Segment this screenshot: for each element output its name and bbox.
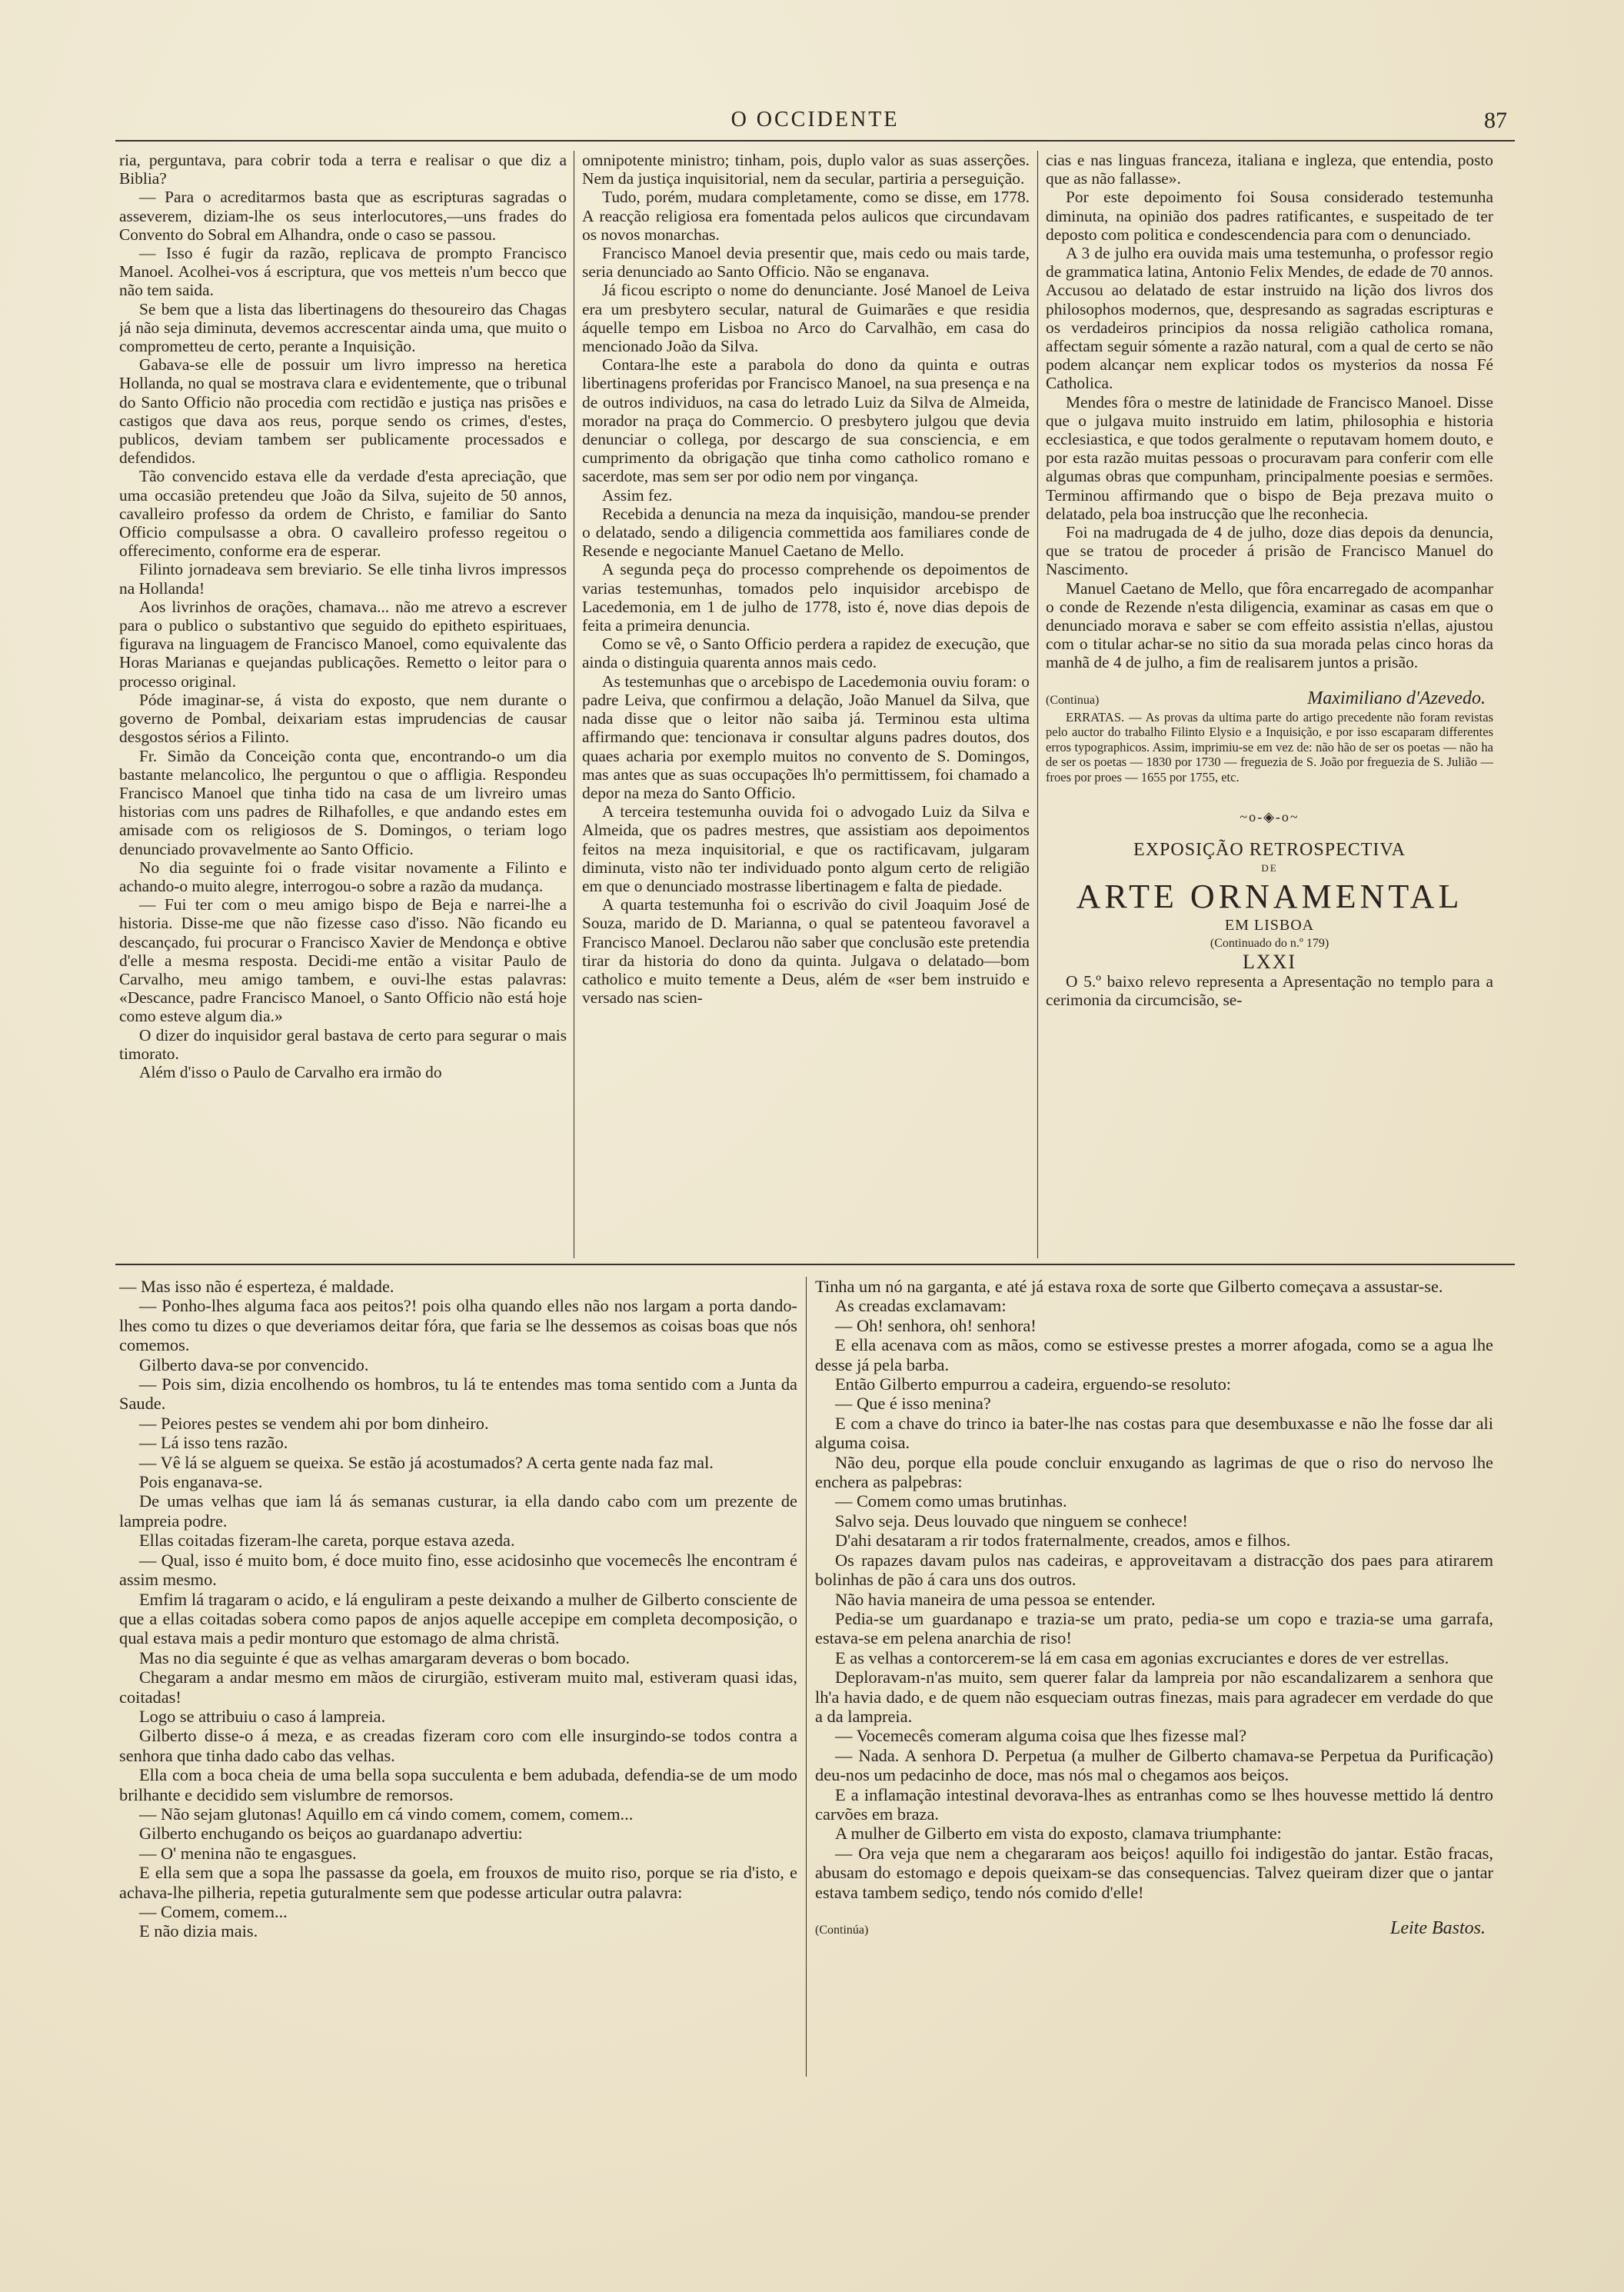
paragraph: Gilberto enchugando os beiços ao guardanapo advertiu:: [139, 1824, 523, 1844]
paragraph: — Ponho-lhes alguma faca aos peitos?! pois olha quando elles não nos largam a porta dando-lhes como tu dizes o que deveriamos deitar fóra, que faria se lhe dessemos as coisas boas que nós comemos.: [119, 1296, 797, 1355]
paragraph: Os rapazes davam pulos nas cadeiras, e approveitavam a distracção dos paes para atirarem bolinhas de pão á cara uns dos outros.: [815, 1550, 1493, 1590]
paragraph: Contara-lhe este a parabola do dono da quinta e outras libertinagens proferidas por Francisco Manoel, na sua presença e na de outros individuos, na casa do letrado Luiz da Silva de Almeida, morador na praça do Commercio. O presbytero julgou que devia denunciar o collega, por descargo de sua consciencia, e em cumprimento da obrigação que tinha como catholico romano e sacerdote, mas sem ser por odio nem por vingança.: [582, 355, 1030, 486]
paragraph: ria, perguntava, para cobrir toda a terra e realisar o que diz a Biblia?: [119, 151, 567, 188]
article-column-3-text: [1046, 151, 1493, 672]
paragraph: As creadas exclamavam:: [835, 1296, 1007, 1316]
continua-note: (Continúa): [815, 1924, 869, 1937]
paragraph: — Vê lá se alguem se queixa. Se estão já acostumados? A certa gente nada faz mal.: [139, 1452, 714, 1472]
paragraph: — Qual, isso é muito bom, é doce muito fino, esse acidosinho que vocemecês lhe encontram é assim mesmo.: [119, 1550, 797, 1590]
continuation-note: (Continuado do n.º 179): [1210, 937, 1329, 951]
paragraph: — Ora veja que nem a chegararam aos beiços! aquillo foi indigestão do jantar. Estão fracas, abusam do estomago e depois queixam-se das consequencias. Talvez queiram dizer que o jantar estava tambem sediço, tendo nós comido d'elle!: [815, 1843, 1493, 1902]
paragraph: Tinha um nó na garganta, e até já estava roxa de sorte que Gilberto começava a assustar-se.: [815, 1277, 1443, 1296]
paragraph: A mulher de Gilberto em vista do exposto, clamava triumphante:: [835, 1824, 1282, 1844]
publication-title: O OCCIDENTE: [730, 108, 900, 132]
paragraph: Póde imaginar-se, á vista do exposto, que nem durante o governo de Pombal, deixariam estas imprudencias de causar desgostos sérios a Filinto.: [119, 690, 567, 747]
paragraph: Recebida a denuncia na meza da inquisição, mandou-se prender o delatado, sendo a diligencia commettida aos familiares conde de Resende e negociante Manuel Caetano de Mello.: [582, 504, 1030, 561]
paragraph: omnipotente ministro; tinham, pois, duplo valor as suas asserções. Nem da justiça inquisitorial, nem da secular, partiria a perseguição.: [582, 151, 1030, 188]
paragraph: A 3 de julho era ouvida mais uma testemunha, o professor regio de grammatica latina, Antonio Felix Mendes, de edade de 70 annos. Accusou ao delatado de estar instruido na lição dos livros dos philosophos modernos, que, despresando as sagradas escripturas e os verdadeiros principios da nossa religião catholica romana, affectam seguir sómente a razão natural, com a qual de certo se não podem alcançar nem explicar todos os mysterios da nossa Fé Catholica.: [1046, 244, 1493, 393]
paragraph: Gilberto disse-o á meza, e as creadas fizeram coro com elle insurgindo-se todos contra a senhora que tinha dado cabo das velhas.: [119, 1726, 797, 1765]
paragraph: Não deu, porque ella poude concluir enxugando as lagrimas de que o riso do nervoso lhe enchera as palpebras:: [815, 1452, 1493, 1492]
article-column-3: [1046, 151, 1493, 1258]
paragraph: Além d'isso o Paulo de Carvalho era irmão do: [139, 1062, 442, 1081]
feuilleton-column-2-text: [815, 1277, 1493, 1902]
feuilleton-column-1: [119, 1277, 797, 2077]
section-title: ARTE ORNAMENTAL: [1076, 878, 1463, 915]
paragraph: — Isso é fugir da razão, replicava de prompto Francisco Manoel. Acolhei-vos á escriptura, que vos metteis n'um becco que não tem saida.: [119, 244, 567, 300]
paragraph: — O' menina não te engasgues.: [139, 1843, 357, 1863]
paragraph: Ella com a boca cheia de uma bella sopa succulenta e bem adubada, defendia-se de um modo brilhante e decidido sem vislumbre de remorsos.: [119, 1765, 797, 1804]
article-column-2: [582, 151, 1030, 1258]
paragraph: O dizer do inquisidor geral bastava de certo para segurar o mais timorato.: [119, 1025, 567, 1063]
article-column-1: [119, 151, 567, 1258]
paragraph: — Oh! senhora, oh! senhora!: [835, 1315, 1037, 1335]
chapter-number: LXXI: [1242, 951, 1297, 974]
paragraph: Francisco Manoel devia presentir que, mais cedo ou mais tarde, seria denunciado ao Santo Officio. Não se enganava.: [582, 244, 1030, 282]
paragraph: — Peiores pestes se vendem ahi por bom dinheiro.: [139, 1413, 489, 1433]
paragraph: Pedia-se um guardanapo e trazia-se um prato, pedia-se um copo e trazia-se uma garrafa, estava-se em pelena anarchia de riso!: [815, 1608, 1493, 1648]
paragraph: Mendes fôra o mestre de latinidade de Francisco Manoel. Disse que o julgava muito instruido em latim, philosophia e historia ecclesiastica, e que todos geralmente o reputavam homem douto, e por esta razão muitas pessoas o procuravam para conferir com elle algumas obras que compunham, principalmente poesias e sermões. Terminou affirmando que o bispo de Beja prezava muito o delatado, pela boa instrucção que lhe reconhecia.: [1046, 392, 1493, 523]
paragraph: Chegaram a andar mesmo em mãos de cirurgião, estiveram muito mal, estiveram quasi idas, coitadas!: [119, 1667, 797, 1707]
paragraph: Já ficou escripto o nome do denunciante. José Manoel de Leiva era um presbytero secular, natural de Guimarães e que residia áquelle tempo em Lisboa no Arco do Carvalhão, em casa do mencionado João da Silva.: [582, 281, 1030, 356]
author-name: Maximiliano d'Azevedo.: [1307, 688, 1486, 708]
paragraph: E as velhas a contorcerem-se lá em casa em agonias excruciantes e dores de ver estrellas.: [835, 1647, 1449, 1667]
paragraph: Salvo seja. Deus louvado que ninguem se conhece!: [835, 1511, 1188, 1531]
section-subtitle: EM LISBOA: [1224, 917, 1315, 934]
paragraph: Deploravam-n'as muito, sem querer falar da lampreia por não escandalizarem a senhora que lh'a havia dado, e de quem não esqueciam outras finezas, mais para agradecer em verdade do que a da lampreia.: [815, 1667, 1493, 1726]
paragraph: — Que é isso menina?: [835, 1394, 991, 1414]
paragraph: Por este depoimento foi Sousa considerado testemunha diminuta, na opinião dos padres ratificantes, e suspeitado de ter deposto com politica e condescendencia para com o denunciado.: [1046, 188, 1493, 244]
paragraph: Pois enganava-se.: [139, 1472, 263, 1492]
paragraph: E ella sem que a sopa lhe passasse da goela, em frouxos de muito riso, porque se ria d'isto, e achava-lhe pilheria, repetia guturalmente sem que podesse articular outra palavra:: [119, 1863, 797, 1902]
paragraph: De umas velhas que iam lá ás semanas custurar, ia ella dando cabo com um prezente de lampreia podre.: [119, 1491, 797, 1531]
paragraph: E com a chave do trinco ia bater-lhe nas costas para que desembuxasse e não lhe fosse dar ali alguma coisa.: [815, 1413, 1493, 1453]
feuilleton-column-2: [815, 1277, 1493, 2077]
header-rule: [115, 140, 1515, 142]
paragraph: No dia seguinte foi o frade visitar novamente a Filinto e achando-o muito alegre, interrogou-o sobre a razão da mudança.: [119, 858, 567, 895]
paragraph: Fr. Simão da Conceição conta que, encontrando-o um dia bastante melancolico, lhe perguntou o que o affligia. Respondeu Francisco Manoel que tinha tido na casa de um livreiro umas historias com uns padres de Rilhafolles, e que andando estes em amisade com os religiosos de S. Domingos, o teriam logo denunciado provavelmente ao Santo Officio.: [119, 746, 567, 858]
paragraph: Se bem que a lista das libertinagens do thesoureiro das Chagas já não seja diminuta, devemos accrescentar ainda uma, que muito o comprometteu de certo, perante a Inquisição.: [119, 299, 567, 356]
paragraph: — Nada. A senhora D. Perpetua (a mulher de Gilberto chamava-se Perpetua da Purificação) deu-nos um pedacinho de doce, mas nós mal o chegamos aos beiços.: [815, 1745, 1493, 1785]
paragraph: Gilberto dava-se por convencido.: [139, 1354, 369, 1374]
section-heading-de: DE: [1261, 861, 1278, 874]
paragraph: Tão convencido estava elle da verdade d'esta apreciação, que uma occasião pretendeu que João da Silva, sujeito de 50 annos, cavalleiro professo da ordem de Christo, e familiar do Santo Officio compulsasse a obra. O cavalleiro professo regeitou o offerecimento, conforme era de esperar.: [119, 467, 567, 561]
feuilleton-signature: [815, 1919, 1493, 1940]
paragraph: Assim fez.: [602, 485, 673, 505]
section-rule: [115, 1264, 1515, 1265]
paragraph: E a inflamação intestinal devorava-lhes as entranhas como se lhes houvesse mettido lá dentro carvões em braza.: [815, 1784, 1493, 1824]
paragraph: O 5.º baixo relevo representa a Apresentação no templo para a cerimonia da circumcisão, se-: [1046, 971, 1493, 1009]
paragraph: cias e nas linguas franceza, italiana e ingleza, que entendia, posto que as não fallasse».: [1046, 151, 1493, 188]
paragraph: — Vocemecês comeram alguma coisa que lhes fizesse mal?: [835, 1726, 1247, 1746]
paragraph: Tudo, porém, mudara completamente, como se disse, em 1778. A reacção religiosa era fomentada pelos aulicos que circundavam os novos monarchas.: [582, 188, 1030, 244]
paragraph: Filinto jornadeava sem breviario. Se elle tinha livros impressos na Hollanda!: [119, 560, 567, 598]
continua-note: (Continua): [1046, 693, 1100, 707]
paragraph: Não havia maneira de uma pessoa se entender.: [835, 1589, 1156, 1609]
paragraph: Então Gilberto empurrou a cadeira, erguendo-se resoluto:: [835, 1374, 1232, 1394]
paragraph: D'ahi desataram a rir todos fraternalmente, creados, amos e filhos.: [835, 1531, 1291, 1551]
paragraph: Como se vê, o Santo Officio perdera a rapidez de execução, que ainda o distinguia quarenta annos mais cedo.: [582, 635, 1030, 672]
paragraph: Gabava-se elle de possuir um livro impresso na heretica Hollanda, no qual se mostrava clara e evidentemente, que o tribunal do Santo Officio não procedia com rectidão e justiça nas prisões e castigos que dava aos reus, porque sendo os crimes, d'estes, publicos, deviam tambem ser publicamente processados e defendidos.: [119, 355, 567, 468]
paragraph: — Comem, comem...: [139, 1902, 288, 1921]
paragraph: — Comem como umas brutinhas.: [835, 1491, 1067, 1511]
page-number: 87: [1484, 108, 1507, 133]
paragraph: A segunda peça do processo comprehende os depoimentos de varias testemunhas, tomados pelo inquisidor arcebispo de Lacedemonia, em 1 de julho de 1778, isto é, nove dias depois de feita a primeira denuncia.: [582, 560, 1030, 635]
paragraph: Ellas coitadas fizeram-lhe careta, porque estava azeda.: [139, 1531, 515, 1551]
ornament-divider: ~o-◈-o~: [1240, 809, 1300, 825]
column-divider: [806, 1277, 807, 2077]
paragraph: Logo se attribuiu o caso á lampreia.: [139, 1706, 386, 1726]
paragraph: Foi na madrugada de 4 de julho, doze dias depois da denuncia, que se tratou de proceder á prisão de Francisco Manuel do Nascimento.: [1046, 523, 1493, 579]
paragraph: — Mas isso não é esperteza, é maldade.: [119, 1277, 394, 1296]
paragraph: A terceira testemunha ouvida foi o advogado Luiz da Silva e Almeida, que os padres mestres, que assistiam aos depoimentos feitos na meza inquisitorial, e que os ractificavam, julgaram diminuta, visto não ter individuado ponto algum certo de religião em que o denunciado mostrasse libertinagem e falta de piedade.: [582, 802, 1030, 895]
column-divider: [1037, 151, 1038, 1258]
paragraph: — Pois sim, dizia encolhendo os hombros, tu lá te entendes mas toma sentido com a Junta da Saude.: [119, 1374, 797, 1414]
section-heading: EXPOSIÇÃO RETROSPECTIVA: [1133, 839, 1406, 860]
paragraph: E ella acenava com as mãos, como se estivesse prestes a morrer afogada, como se a agua lhe desse já pela barba.: [815, 1335, 1493, 1374]
paragraph: Mas no dia seguinte é que as velhas amargaram deveras o bom bocado.: [139, 1647, 631, 1667]
paragraph: E não dizia mais.: [139, 1921, 258, 1941]
paragraph: Manuel Caetano de Mello, que fôra encarregado de acompanhar o conde de Rezende n'esta diligencia, examinar as casas em que o denunciado morava e saber se com effeito assistia n'ellas, ajustou com o titular achar-se no sitio da sua morada pelas cinco horas da manhã de 4 de julho, a fim de realisarem juntos a prisão.: [1046, 578, 1493, 672]
paragraph: — Lá isso tens razão.: [139, 1433, 288, 1453]
paragraph: As testemunhas que o arcebispo de Lacedemonia ouviu foram: o padre Leiva, que confirmou a delação, João Manuel da Silva, que nada disse que o leitor não saiba já. Terminou esta ultima affirmando que: tencionava ir consultar alguns padres doutos, dos quaes acharia por exemplo muitos no convento de S. Domingos, mas antes que as suas occupações lh'o permittissem, foi chamado a depor na meza do Santo Officio.: [582, 671, 1030, 802]
article-signature: [1046, 689, 1493, 710]
errata-note: ERRATAS. — As provas da ultima parte do artigo precedente não foram revistas pelo auctor do trabalho Filinto Elysio e a Inquisição, e por isso escaparam differentes erros typographicos. Assim, imprimiu-se em vez de: não hão de ser os poetas — não ha de ser os poetas — 1830 por 1730 — freguezia de S. João por freguezia de S. Julião — froes por proes — 1655 por 1755, etc.: [1046, 709, 1493, 785]
paragraph: A quarta testemunha foi o escrivão do civil Joaquim José de Souza, marido de D. Marianna, o qual se patenteou favoravel a Francisco Manoel. Declarou não saber que conclusão este pretendia tirar da historia do dono da quinta. Julgava o delatado—bom catholico e muito temente a Deus, além de «ser bem instruido e versado nas scien-: [582, 895, 1030, 1008]
paragraph: Aos livrinhos de orações, chamava... não me atrevo a escrever para o publico o substantivo que seguido do epitheto espirituaes, figurava na linguagem de Francisco Manoel, como equivalente das Horas Marianas e quejandas publicações. Remetto o leitor para o processo original.: [119, 597, 567, 691]
paragraph: — Para o acreditarmos basta que as escripturas sagradas o asseverem, diziam-lhe os seus interlocutores,—uns frades do Convento do Sobral em Alhandra, onde o caso se passou.: [119, 188, 567, 244]
paragraph: — Fui ter com o meu amigo bispo de Beja e narrei-lhe a historia. Disse-me que não fizesse caso d'isso. Não ficando eu descançado, fui procurar o Francisco Xavier de Mendonça e obtive d'elle a mesma resposta. Decidi-me então a visitar Paulo de Carvalho, meu amigo tambem, e ouvi-lhe estas palavras: «Descance, padre Francisco Manoel, o Santo Officio não está hoje como esteve algum dia.»: [119, 895, 567, 1026]
paragraph: Emfim lá tragaram o acido, e lá enguliram a peste deixando a mulher de Gilberto consciente de que a ellas coitadas sobera como papos de anjos aquelle accepipe em completa decomposição, o qual estava mais a pedir monturo que estomago de alma christã.: [119, 1589, 797, 1648]
author-name: Leite Bastos.: [1390, 1918, 1486, 1938]
page-header: [115, 108, 1515, 138]
paragraph: — Não sejam glutonas! Aquillo em cá vindo comem, comem, comem...: [139, 1804, 634, 1824]
